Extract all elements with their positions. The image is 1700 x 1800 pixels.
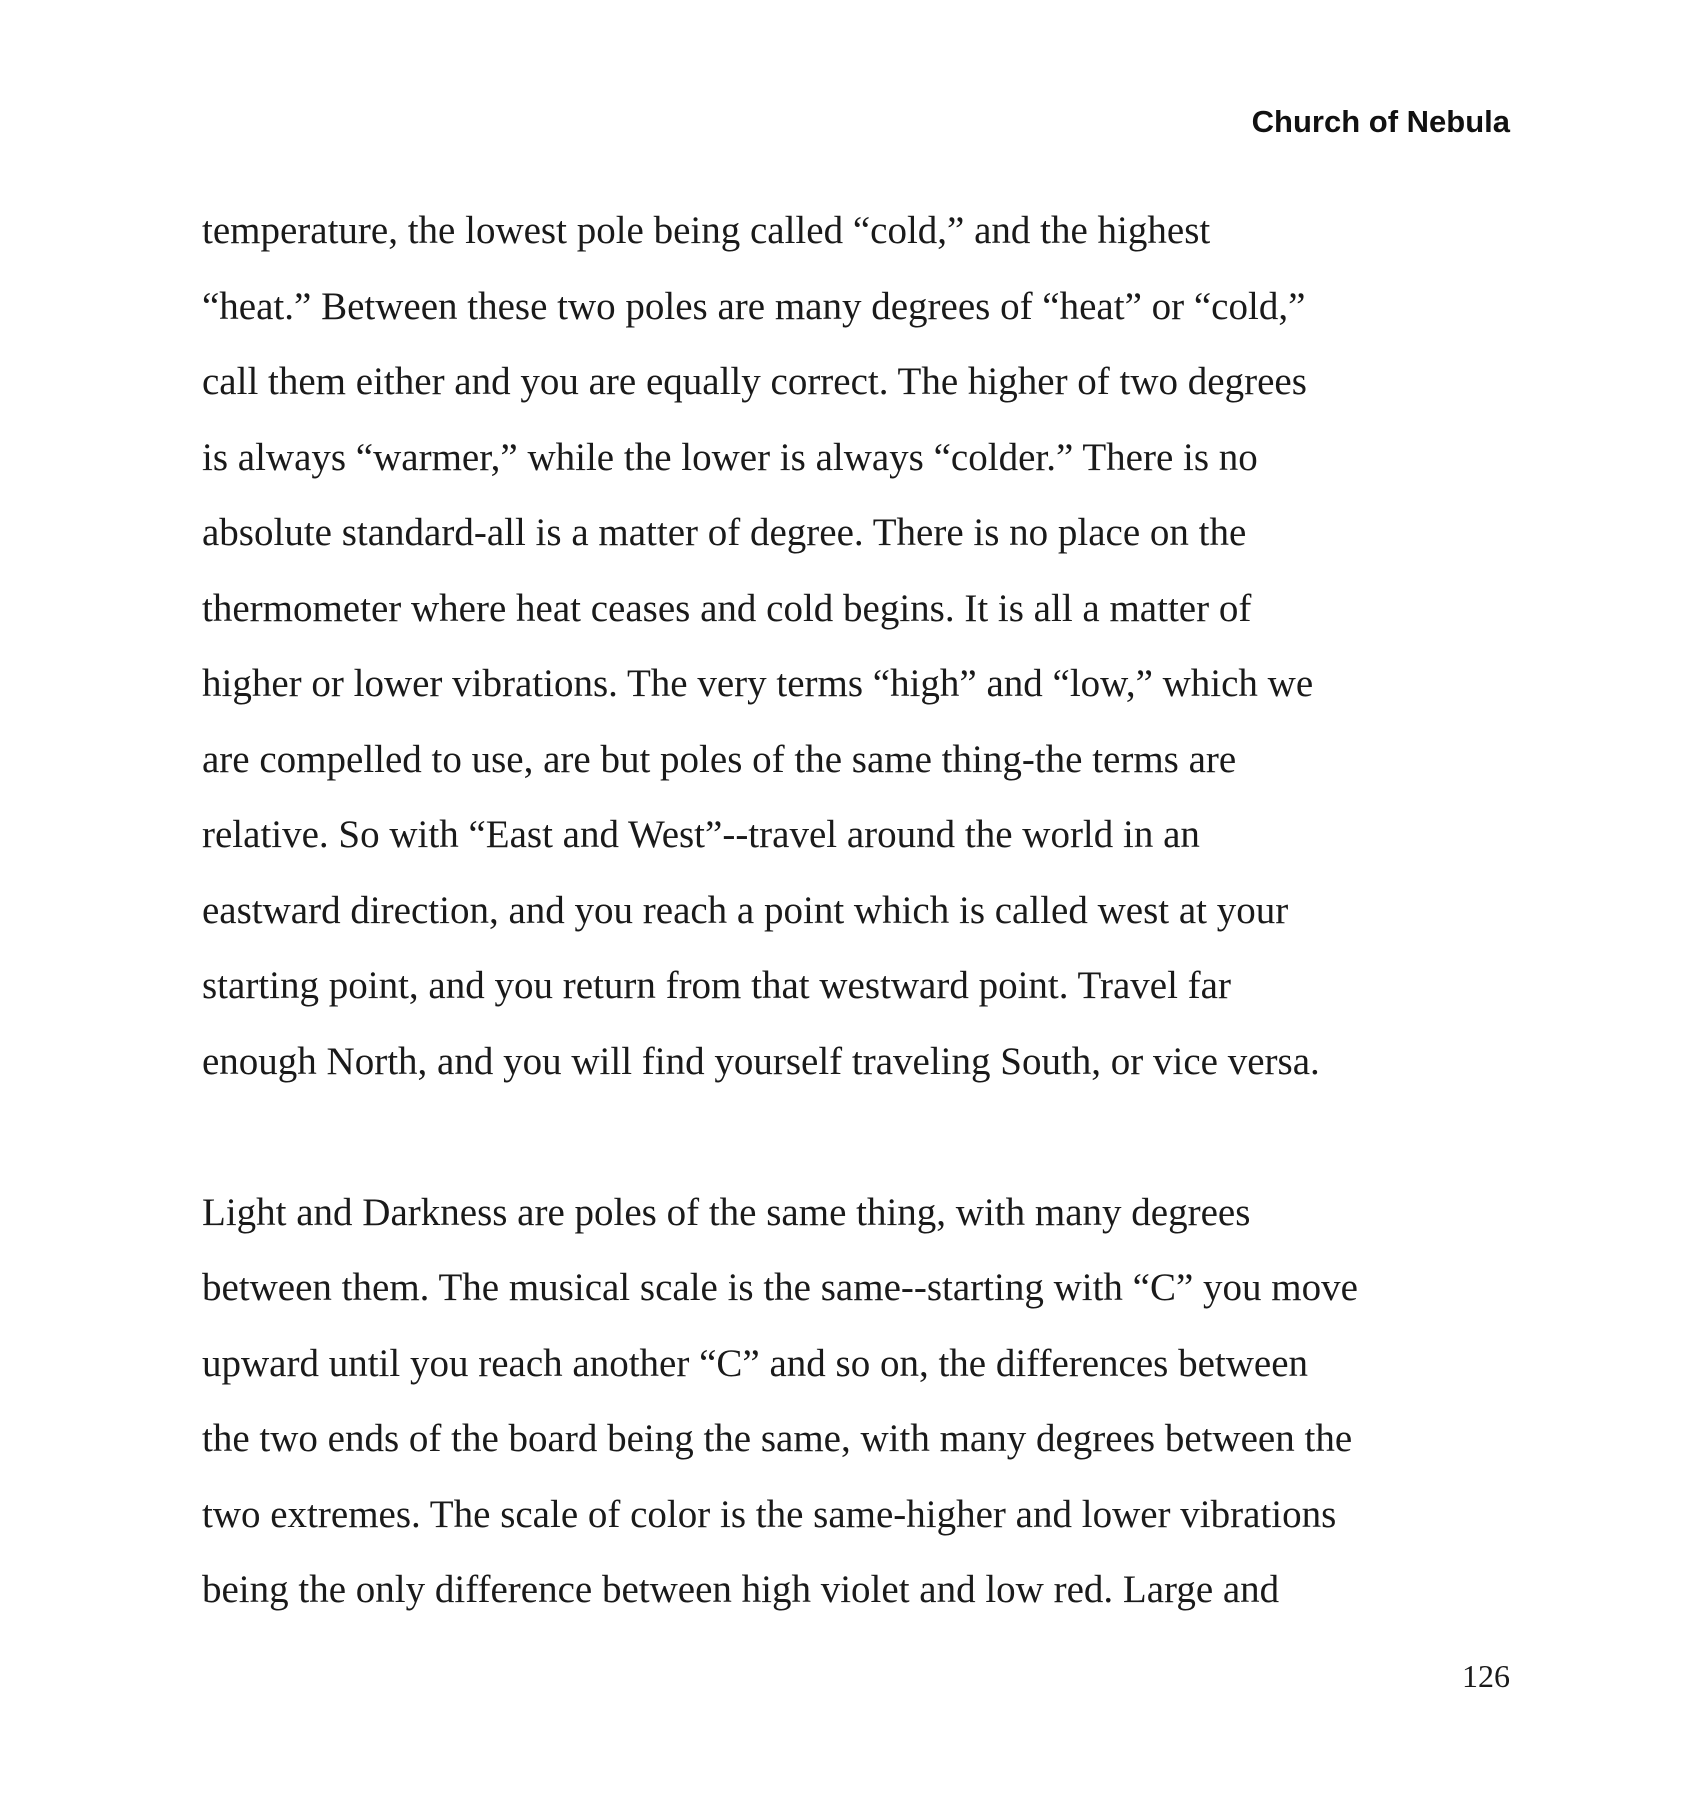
running-header-title: Church of Nebula xyxy=(1251,104,1510,139)
text-line: between them. The musical scale is the same--starting with “C” you move xyxy=(202,1266,1358,1309)
text-line: higher or lower vibrations. The very terms “high” and “low,” which we xyxy=(202,662,1314,705)
text-line: two extremes. The scale of color is the same-higher and lower vibrations xyxy=(202,1492,1337,1536)
text-line: relative. So with “East and West”--travel around the world in an xyxy=(202,813,1200,856)
text-line: thermometer where heat ceases and cold begins. It is all a matter of xyxy=(202,586,1252,630)
text-line: enough North, and you will find yourself traveling South, or vice versa. xyxy=(202,1039,1320,1083)
text-line: temperature, the lowest pole being called “cold,” and the highest xyxy=(202,209,1211,252)
text-line: starting point, and you return from that westward point. Travel far xyxy=(202,964,1231,1007)
text-line: “heat.” Between these two poles are many degrees of “heat” or “cold,” xyxy=(202,284,1306,328)
text-line: the two ends of the board being the same, with many degrees between the xyxy=(202,1417,1353,1460)
text-line: being the only difference between high violet and low red. Large and xyxy=(202,1568,1280,1611)
text-line: eastward direction, and you reach a point which is called west at your xyxy=(202,888,1289,932)
text-line: upward until you reach another “C” and so on, the differences between xyxy=(202,1341,1309,1385)
text-line: absolute standard-all is a matter of degree. There is no place on the xyxy=(202,511,1247,554)
text-line: are compelled to use, are but poles of the same thing-the terms are xyxy=(202,737,1237,781)
text-line: is always “warmer,” while the lower is always “colder.” There is no xyxy=(202,435,1258,479)
text-line: Light and Darkness are poles of the same thing, with many degrees xyxy=(202,1190,1251,1234)
paragraph-2 xyxy=(202,1175,1502,1628)
text-line: call them either and you are equally correct. The higher of two degrees xyxy=(202,360,1307,403)
paragraph-spacer xyxy=(202,1099,1502,1175)
paragraph-1 xyxy=(202,193,1502,1099)
page-number: 126 xyxy=(1462,1658,1510,1694)
page-body xyxy=(202,193,1502,1628)
